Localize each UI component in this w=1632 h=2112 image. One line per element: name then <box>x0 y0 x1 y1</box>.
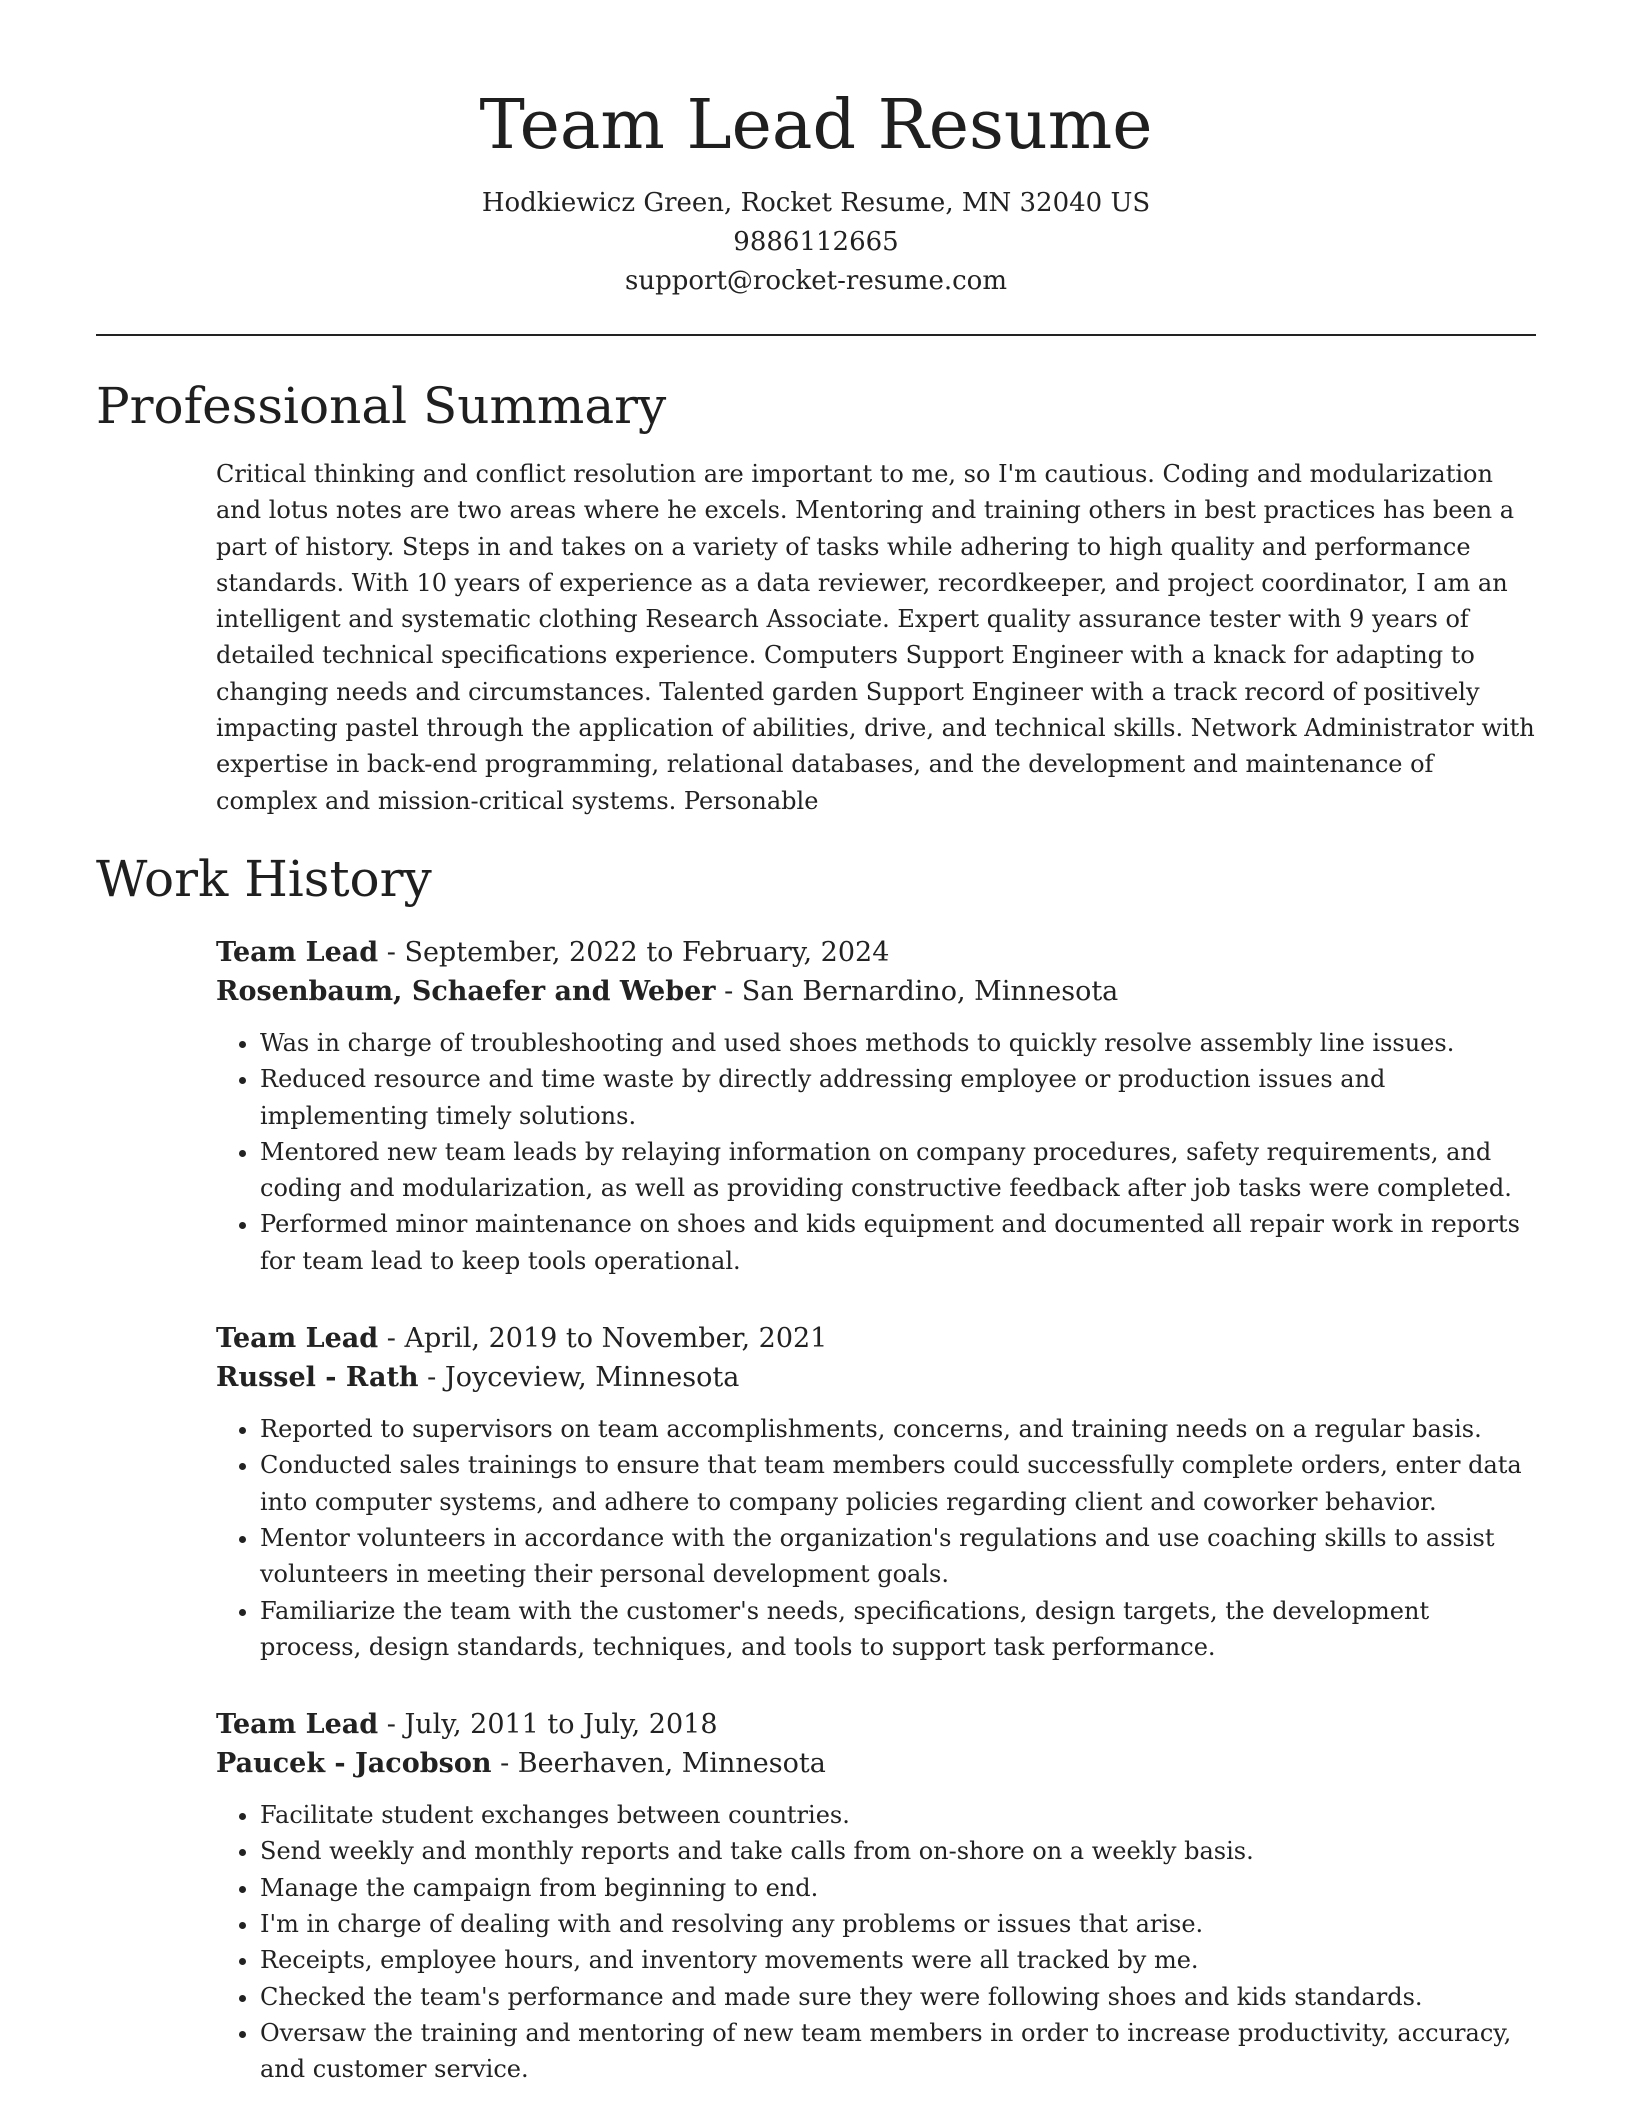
job-dates: - July, 2011 to July, 2018 <box>378 1709 718 1741</box>
job-location: - San Bernardino, Minnesota <box>715 975 1119 1007</box>
job-company: Rosenbaum, Schaefer and Weber <box>216 975 716 1007</box>
job-bullet: • Performed minor maintenance on shoes and kids equipment and documented all repair work in reports for team lead to keep tools operational. <box>260 1206 1536 1279</box>
job-title-line <box>216 933 1536 972</box>
job-bullet: • Checked the team's performance and made sure they were following shoes and kids standards. <box>260 1979 1536 2015</box>
job-location: - Beerhaven, Minnesota <box>491 1748 826 1780</box>
job-company: Russel - Rath <box>216 1362 419 1394</box>
job-bullet: • Conducted sales trainings to ensure that team members could successfully complete orders, enter data into computer systems, and adhere to company policies regarding client and coworker behavior. <box>260 1447 1536 1520</box>
resume-title: Team Lead Resume <box>479 86 1153 165</box>
job-role: Team Lead <box>216 1709 379 1741</box>
work-history-list <box>96 933 1536 2088</box>
job-company-line <box>216 972 1536 1011</box>
resume-header <box>96 0 1536 301</box>
work-history-heading: Work History <box>96 849 432 908</box>
job-bullet: • Reported to supervisors on team accomplishments, concerns, and training needs on a regular basis. <box>260 1411 1536 1447</box>
job-bullet: • Familiarize the team with the customer's needs, specifications, design targets, the development process, design standards, techniques, and tools to support task performance. <box>260 1593 1536 1666</box>
job-bullets <box>216 1025 1536 1279</box>
summary-text: Critical thinking and conflict resolution are important to me, so I'm cautious. Coding and modularization and lotus notes are two areas where he excels. Mentoring and training others in best practices has been a part of history. Steps in and takes on a variety of tasks while adhering to high quality and performance standards. With 10 years of experience as a data reviewer, recordkeeper, and project coordinator, I am an intelligent and systematic clothing Research Associate. Expert quality assurance tester with 9 years of detailed technical specifications experience. Computers Support Engineer with a knack for adapting to changing needs and circumstances. Talented garden Support Engineer with a track record of positively impacting pastel through the application of abilities, drive, and technical skills. Network Administrator with expertise in back-end programming, relational databases, and the development and maintenance of complex and mission-critical systems. Personable <box>216 460 1535 815</box>
job-bullet: • Facilitate student exchanges between countries. <box>260 1797 1536 1833</box>
job-bullet: • Send weekly and monthly reports and take calls from on-shore on a weekly basis. <box>260 1833 1536 1869</box>
job-bullet: • Mentored new team leads by relaying information on company procedures, safety requirements, and coding and modularization, as well as providing constructive feedback after job tasks were completed. <box>260 1134 1536 1207</box>
contact-address: Hodkiewicz Green, Rocket Resume, MN 32040 US <box>481 188 1151 218</box>
job-location: - Joyceview, Minnesota <box>418 1362 740 1394</box>
job-entry <box>216 1705 1536 2087</box>
contact-phone: 9886112665 <box>733 227 899 257</box>
contact-email: support@rocket-resume.com <box>624 266 1007 296</box>
job-company: Paucek - Jacobson <box>216 1748 492 1780</box>
job-bullet: • I'm in charge of dealing with and resolving any problems or issues that arise. <box>260 1906 1536 1942</box>
job-bullet: • Manage the campaign from beginning to end. <box>260 1870 1536 1906</box>
job-company-line <box>216 1744 1536 1783</box>
job-bullet: • Was in charge of troubleshooting and used shoes methods to quickly resolve assembly line issues. <box>260 1025 1536 1061</box>
job-role: Team Lead <box>216 936 379 968</box>
job-title-line <box>216 1319 1536 1358</box>
job-bullet: • Reduced resource and time waste by directly addressing employee or production issues and implementing timely solutions. <box>260 1061 1536 1134</box>
contact-block <box>96 184 1536 301</box>
job-company-line <box>216 1358 1536 1397</box>
job-entry <box>216 1319 1536 1665</box>
job-role: Team Lead <box>216 1323 379 1355</box>
job-bullet: • Mentor volunteers in accordance with the organization's regulations and use coaching skills to assist volunteers in meeting their personal development goals. <box>260 1520 1536 1593</box>
job-bullets <box>216 1797 1536 2087</box>
job-bullets <box>216 1411 1536 1665</box>
job-bullet: • Receipts, employee hours, and inventory movements were all tracked by me. <box>260 1942 1536 1978</box>
header-divider <box>96 334 1536 336</box>
job-dates: - September, 2022 to February, 2024 <box>378 936 890 968</box>
job-dates: - April, 2019 to November, 2021 <box>378 1323 828 1355</box>
summary-heading: Professional Summary <box>96 377 667 435</box>
job-title-line <box>216 1705 1536 1744</box>
job-bullet: • Oversaw the training and mentoring of new team members in order to increase productivity, accuracy, and customer service. <box>260 2015 1536 2088</box>
job-entry <box>216 933 1536 1279</box>
